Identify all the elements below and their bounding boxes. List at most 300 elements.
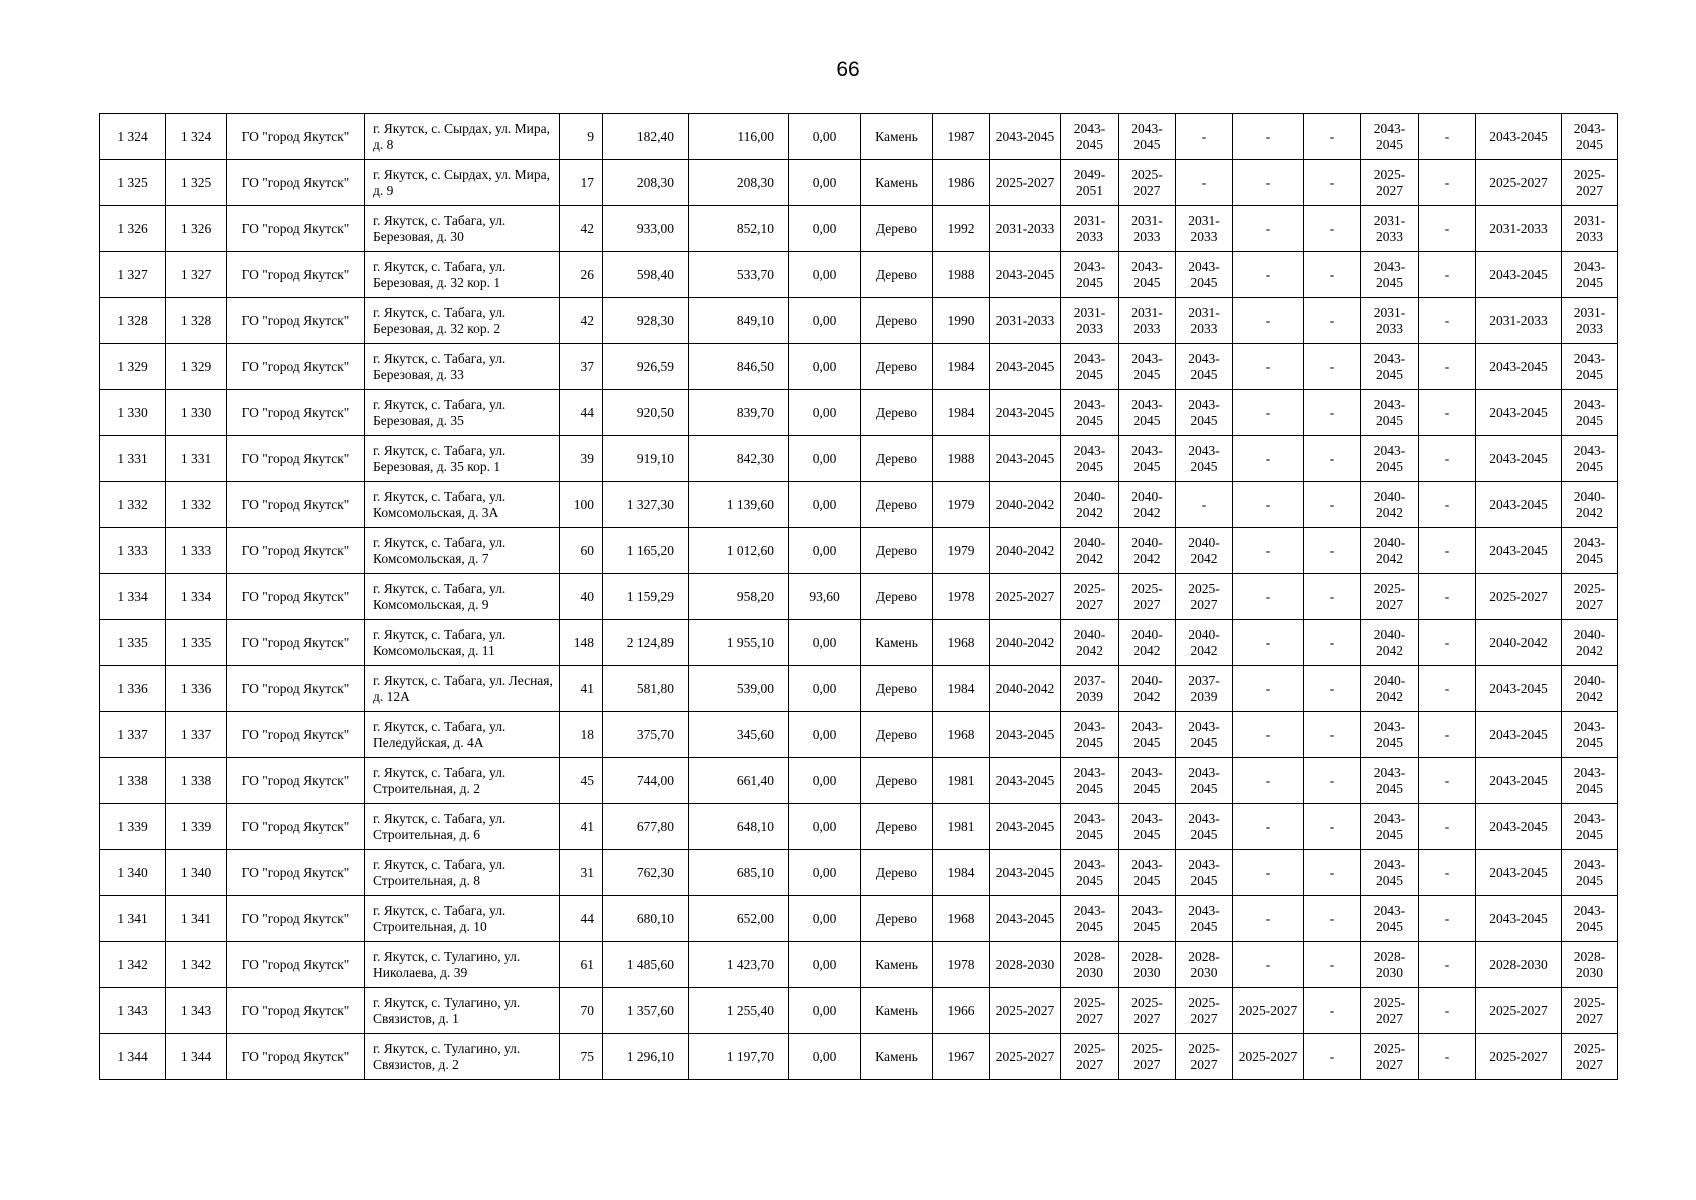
cell-living-area: 661,40 bbox=[689, 758, 789, 804]
cell-period-7: 2043-2045 bbox=[1361, 758, 1419, 804]
cell-number: 1 337 bbox=[100, 712, 166, 758]
cell-period-10: 2025-2027 bbox=[1562, 160, 1618, 206]
cell-municipality: ГО "город Якутск" bbox=[227, 528, 365, 574]
cell-id: 1 331 bbox=[166, 436, 227, 482]
cell-number: 1 335 bbox=[100, 620, 166, 666]
cell-total-area: 919,10 bbox=[603, 436, 689, 482]
cell-period-1: 2043-2045 bbox=[990, 850, 1061, 896]
cell-period-4: 2025-2027 bbox=[1176, 574, 1233, 620]
cell-number: 1 324 bbox=[100, 114, 166, 160]
cell-period-10: 2043-2045 bbox=[1562, 758, 1618, 804]
cell-period-7: 2025-2027 bbox=[1361, 1034, 1419, 1080]
cell-address: г. Якутск, с. Табага, ул. Березовая, д. 32 кор. 2 bbox=[365, 298, 560, 344]
cell-wall-material: Камень bbox=[861, 160, 933, 206]
cell-period-3: 2025-2027 bbox=[1119, 574, 1176, 620]
cell-period-6: - bbox=[1304, 206, 1361, 252]
cell-year-built: 1978 bbox=[933, 942, 990, 988]
cell-period-8: - bbox=[1419, 620, 1476, 666]
table-row bbox=[100, 528, 1618, 574]
cell-period-1: 2040-2042 bbox=[990, 666, 1061, 712]
cell-period-3: 2025-2027 bbox=[1119, 160, 1176, 206]
cell-residents: 17 bbox=[560, 160, 603, 206]
housing-registry-table bbox=[99, 113, 1618, 1080]
cell-period-9: 2028-2030 bbox=[1476, 942, 1562, 988]
cell-period-8: - bbox=[1419, 804, 1476, 850]
cell-address: г. Якутск, с. Табага, ул. Строительная, д. 8 bbox=[365, 850, 560, 896]
cell-municipality: ГО "город Якутск" bbox=[227, 712, 365, 758]
cell-wall-material: Дерево bbox=[861, 896, 933, 942]
cell-period-10: 2043-2045 bbox=[1562, 252, 1618, 298]
cell-period-8: - bbox=[1419, 298, 1476, 344]
cell-id: 1 335 bbox=[166, 620, 227, 666]
cell-period-6: - bbox=[1304, 850, 1361, 896]
cell-total-area: 744,00 bbox=[603, 758, 689, 804]
cell-period-10: 2025-2027 bbox=[1562, 1034, 1618, 1080]
cell-wall-material: Камень bbox=[861, 114, 933, 160]
cell-period-9: 2031-2033 bbox=[1476, 298, 1562, 344]
cell-period-5: - bbox=[1233, 804, 1304, 850]
cell-number: 1 328 bbox=[100, 298, 166, 344]
cell-id: 1 336 bbox=[166, 666, 227, 712]
cell-residents: 39 bbox=[560, 436, 603, 482]
cell-nonresidential-area: 0,00 bbox=[789, 298, 861, 344]
cell-period-8: - bbox=[1419, 528, 1476, 574]
cell-living-area: 116,00 bbox=[689, 114, 789, 160]
cell-residents: 31 bbox=[560, 850, 603, 896]
cell-period-10: 2025-2027 bbox=[1562, 574, 1618, 620]
cell-period-7: 2025-2027 bbox=[1361, 574, 1419, 620]
cell-address: г. Якутск, с. Табага, ул. Комсомольская, д. 9 bbox=[365, 574, 560, 620]
cell-period-3: 2043-2045 bbox=[1119, 758, 1176, 804]
cell-address: г. Якутск, с. Табага, ул. Комсомольская, д. 3А bbox=[365, 482, 560, 528]
cell-residents: 18 bbox=[560, 712, 603, 758]
cell-number: 1 326 bbox=[100, 206, 166, 252]
cell-nonresidential-area: 0,00 bbox=[789, 528, 861, 574]
cell-residents: 60 bbox=[560, 528, 603, 574]
cell-period-2: 2043-2045 bbox=[1061, 252, 1119, 298]
cell-period-3: 2043-2045 bbox=[1119, 390, 1176, 436]
cell-living-area: 958,20 bbox=[689, 574, 789, 620]
cell-wall-material: Дерево bbox=[861, 252, 933, 298]
table-row bbox=[100, 620, 1618, 666]
cell-period-10: 2025-2027 bbox=[1562, 988, 1618, 1034]
cell-address: г. Якутск, с. Табага, ул. Лесная, д. 12А bbox=[365, 666, 560, 712]
cell-period-1: 2025-2027 bbox=[990, 988, 1061, 1034]
cell-wall-material: Дерево bbox=[861, 758, 933, 804]
cell-period-3: 2043-2045 bbox=[1119, 252, 1176, 298]
cell-total-area: 933,00 bbox=[603, 206, 689, 252]
cell-period-2: 2049-2051 bbox=[1061, 160, 1119, 206]
cell-total-area: 1 165,20 bbox=[603, 528, 689, 574]
cell-period-6: - bbox=[1304, 160, 1361, 206]
cell-period-7: 2040-2042 bbox=[1361, 620, 1419, 666]
table-row bbox=[100, 850, 1618, 896]
cell-year-built: 1968 bbox=[933, 896, 990, 942]
cell-period-5: - bbox=[1233, 850, 1304, 896]
cell-total-area: 928,30 bbox=[603, 298, 689, 344]
cell-period-10: 2043-2045 bbox=[1562, 436, 1618, 482]
cell-living-area: 539,00 bbox=[689, 666, 789, 712]
cell-period-6: - bbox=[1304, 804, 1361, 850]
cell-year-built: 1966 bbox=[933, 988, 990, 1034]
cell-living-area: 208,30 bbox=[689, 160, 789, 206]
cell-id: 1 342 bbox=[166, 942, 227, 988]
table-row bbox=[100, 804, 1618, 850]
cell-period-1: 2040-2042 bbox=[990, 528, 1061, 574]
cell-wall-material: Дерево bbox=[861, 850, 933, 896]
cell-address: г. Якутск, с. Табага, ул. Комсомольская, д. 7 bbox=[365, 528, 560, 574]
cell-address: г. Якутск, с. Тулагино, ул. Николаева, д. 39 bbox=[365, 942, 560, 988]
cell-period-4: 2043-2045 bbox=[1176, 390, 1233, 436]
cell-period-5: - bbox=[1233, 712, 1304, 758]
cell-nonresidential-area: 0,00 bbox=[789, 436, 861, 482]
table-row bbox=[100, 160, 1618, 206]
cell-wall-material: Камень bbox=[861, 620, 933, 666]
cell-period-10: 2040-2042 bbox=[1562, 666, 1618, 712]
cell-period-6: - bbox=[1304, 1034, 1361, 1080]
cell-period-9: 2031-2033 bbox=[1476, 206, 1562, 252]
cell-period-1: 2040-2042 bbox=[990, 620, 1061, 666]
cell-total-area: 375,70 bbox=[603, 712, 689, 758]
cell-period-6: - bbox=[1304, 528, 1361, 574]
cell-period-1: 2025-2027 bbox=[990, 160, 1061, 206]
cell-municipality: ГО "город Якутск" bbox=[227, 758, 365, 804]
cell-period-10: 2040-2042 bbox=[1562, 620, 1618, 666]
cell-residents: 41 bbox=[560, 804, 603, 850]
cell-period-7: 2040-2042 bbox=[1361, 482, 1419, 528]
cell-period-2: 2043-2045 bbox=[1061, 758, 1119, 804]
page-number: 66 bbox=[836, 58, 860, 81]
cell-period-7: 2031-2033 bbox=[1361, 206, 1419, 252]
cell-period-5: - bbox=[1233, 666, 1304, 712]
table-row bbox=[100, 482, 1618, 528]
cell-number: 1 339 bbox=[100, 804, 166, 850]
cell-number: 1 343 bbox=[100, 988, 166, 1034]
cell-period-9: 2043-2045 bbox=[1476, 344, 1562, 390]
cell-number: 1 340 bbox=[100, 850, 166, 896]
cell-nonresidential-area: 0,00 bbox=[789, 344, 861, 390]
cell-period-1: 2025-2027 bbox=[990, 1034, 1061, 1080]
cell-period-9: 2043-2045 bbox=[1476, 666, 1562, 712]
cell-id: 1 325 bbox=[166, 160, 227, 206]
cell-period-6: - bbox=[1304, 436, 1361, 482]
cell-period-1: 2028-2030 bbox=[990, 942, 1061, 988]
cell-residents: 44 bbox=[560, 390, 603, 436]
cell-number: 1 325 bbox=[100, 160, 166, 206]
cell-period-5: - bbox=[1233, 942, 1304, 988]
cell-period-2: 2025-2027 bbox=[1061, 1034, 1119, 1080]
cell-period-10: 2043-2045 bbox=[1562, 712, 1618, 758]
cell-id: 1 332 bbox=[166, 482, 227, 528]
cell-wall-material: Дерево bbox=[861, 528, 933, 574]
table-row bbox=[100, 896, 1618, 942]
cell-period-8: - bbox=[1419, 666, 1476, 712]
cell-period-8: - bbox=[1419, 850, 1476, 896]
cell-period-3: 2031-2033 bbox=[1119, 206, 1176, 252]
cell-period-3: 2040-2042 bbox=[1119, 528, 1176, 574]
cell-municipality: ГО "город Якутск" bbox=[227, 1034, 365, 1080]
cell-period-1: 2043-2045 bbox=[990, 758, 1061, 804]
cell-period-4: 2037-2039 bbox=[1176, 666, 1233, 712]
cell-period-4: 2043-2045 bbox=[1176, 252, 1233, 298]
cell-nonresidential-area: 0,00 bbox=[789, 712, 861, 758]
cell-period-9: 2043-2045 bbox=[1476, 758, 1562, 804]
cell-living-area: 842,30 bbox=[689, 436, 789, 482]
cell-period-1: 2043-2045 bbox=[990, 436, 1061, 482]
cell-address: г. Якутск, с. Табага, ул. Строительная, д. 2 bbox=[365, 758, 560, 804]
cell-id: 1 333 bbox=[166, 528, 227, 574]
cell-period-10: 2043-2045 bbox=[1562, 850, 1618, 896]
cell-period-4: 2040-2042 bbox=[1176, 528, 1233, 574]
cell-period-8: - bbox=[1419, 206, 1476, 252]
cell-period-1: 2043-2045 bbox=[990, 390, 1061, 436]
cell-year-built: 1967 bbox=[933, 1034, 990, 1080]
cell-period-7: 2025-2027 bbox=[1361, 988, 1419, 1034]
cell-wall-material: Дерево bbox=[861, 298, 933, 344]
cell-municipality: ГО "город Якутск" bbox=[227, 896, 365, 942]
table-body bbox=[100, 114, 1618, 1080]
cell-id: 1 339 bbox=[166, 804, 227, 850]
cell-period-4: 2025-2027 bbox=[1176, 988, 1233, 1034]
cell-period-2: 2043-2045 bbox=[1061, 850, 1119, 896]
cell-period-4: - bbox=[1176, 160, 1233, 206]
cell-residents: 148 bbox=[560, 620, 603, 666]
cell-period-8: - bbox=[1419, 390, 1476, 436]
cell-period-4: - bbox=[1176, 114, 1233, 160]
cell-total-area: 1 159,29 bbox=[603, 574, 689, 620]
cell-municipality: ГО "город Якутск" bbox=[227, 574, 365, 620]
cell-nonresidential-area: 0,00 bbox=[789, 942, 861, 988]
cell-wall-material: Дерево bbox=[861, 344, 933, 390]
cell-period-3: 2040-2042 bbox=[1119, 666, 1176, 712]
cell-period-9: 2043-2045 bbox=[1476, 804, 1562, 850]
cell-period-1: 2043-2045 bbox=[990, 252, 1061, 298]
cell-period-4: - bbox=[1176, 482, 1233, 528]
cell-period-6: - bbox=[1304, 758, 1361, 804]
cell-period-3: 2031-2033 bbox=[1119, 298, 1176, 344]
cell-address: г. Якутск, с. Табага, ул. Строительная, д. 6 bbox=[365, 804, 560, 850]
cell-period-6: - bbox=[1304, 298, 1361, 344]
cell-period-7: 2043-2045 bbox=[1361, 896, 1419, 942]
cell-wall-material: Дерево bbox=[861, 482, 933, 528]
table-row bbox=[100, 1034, 1618, 1080]
cell-period-8: - bbox=[1419, 574, 1476, 620]
cell-period-3: 2043-2045 bbox=[1119, 896, 1176, 942]
cell-address: г. Якутск, с. Табага, ул. Березовая, д. 33 bbox=[365, 344, 560, 390]
cell-living-area: 533,70 bbox=[689, 252, 789, 298]
cell-municipality: ГО "город Якутск" bbox=[227, 620, 365, 666]
cell-period-5: - bbox=[1233, 574, 1304, 620]
cell-period-6: - bbox=[1304, 482, 1361, 528]
cell-period-10: 2043-2045 bbox=[1562, 528, 1618, 574]
cell-period-4: 2043-2045 bbox=[1176, 850, 1233, 896]
cell-period-3: 2043-2045 bbox=[1119, 850, 1176, 896]
cell-municipality: ГО "город Якутск" bbox=[227, 804, 365, 850]
cell-period-4: 2043-2045 bbox=[1176, 896, 1233, 942]
cell-address: г. Якутск, с. Тулагино, ул. Связистов, д. 1 bbox=[365, 988, 560, 1034]
cell-period-5: - bbox=[1233, 252, 1304, 298]
cell-total-area: 680,10 bbox=[603, 896, 689, 942]
table-row bbox=[100, 344, 1618, 390]
cell-period-3: 2025-2027 bbox=[1119, 988, 1176, 1034]
cell-period-2: 2025-2027 bbox=[1061, 988, 1119, 1034]
cell-period-6: - bbox=[1304, 252, 1361, 298]
cell-period-9: 2043-2045 bbox=[1476, 114, 1562, 160]
cell-period-9: 2025-2027 bbox=[1476, 160, 1562, 206]
cell-period-10: 2043-2045 bbox=[1562, 344, 1618, 390]
cell-period-1: 2025-2027 bbox=[990, 574, 1061, 620]
cell-number: 1 329 bbox=[100, 344, 166, 390]
cell-period-8: - bbox=[1419, 114, 1476, 160]
cell-nonresidential-area: 0,00 bbox=[789, 160, 861, 206]
cell-period-2: 2025-2027 bbox=[1061, 574, 1119, 620]
cell-living-area: 839,70 bbox=[689, 390, 789, 436]
cell-period-2: 2028-2030 bbox=[1061, 942, 1119, 988]
cell-period-2: 2040-2042 bbox=[1061, 620, 1119, 666]
cell-wall-material: Дерево bbox=[861, 574, 933, 620]
cell-total-area: 208,30 bbox=[603, 160, 689, 206]
cell-period-5: - bbox=[1233, 758, 1304, 804]
cell-number: 1 334 bbox=[100, 574, 166, 620]
cell-period-1: 2043-2045 bbox=[990, 114, 1061, 160]
cell-period-6: - bbox=[1304, 574, 1361, 620]
cell-total-area: 926,59 bbox=[603, 344, 689, 390]
cell-nonresidential-area: 93,60 bbox=[789, 574, 861, 620]
cell-period-6: - bbox=[1304, 666, 1361, 712]
cell-period-7: 2043-2045 bbox=[1361, 344, 1419, 390]
cell-period-7: 2025-2027 bbox=[1361, 160, 1419, 206]
cell-nonresidential-area: 0,00 bbox=[789, 1034, 861, 1080]
cell-id: 1 343 bbox=[166, 988, 227, 1034]
cell-period-7: 2028-2030 bbox=[1361, 942, 1419, 988]
cell-nonresidential-area: 0,00 bbox=[789, 482, 861, 528]
table-row bbox=[100, 574, 1618, 620]
cell-period-9: 2025-2027 bbox=[1476, 1034, 1562, 1080]
cell-number: 1 330 bbox=[100, 390, 166, 436]
cell-year-built: 1986 bbox=[933, 160, 990, 206]
cell-wall-material: Камень bbox=[861, 942, 933, 988]
table-row bbox=[100, 666, 1618, 712]
cell-number: 1 332 bbox=[100, 482, 166, 528]
cell-period-4: 2028-2030 bbox=[1176, 942, 1233, 988]
table-row bbox=[100, 114, 1618, 160]
cell-number: 1 341 bbox=[100, 896, 166, 942]
cell-year-built: 1968 bbox=[933, 712, 990, 758]
cell-nonresidential-area: 0,00 bbox=[789, 206, 861, 252]
cell-total-area: 1 485,60 bbox=[603, 942, 689, 988]
cell-living-area: 1 139,60 bbox=[689, 482, 789, 528]
cell-period-8: - bbox=[1419, 988, 1476, 1034]
cell-living-area: 1 423,70 bbox=[689, 942, 789, 988]
cell-period-2: 2037-2039 bbox=[1061, 666, 1119, 712]
cell-period-1: 2043-2045 bbox=[990, 896, 1061, 942]
cell-id: 1 328 bbox=[166, 298, 227, 344]
cell-municipality: ГО "город Якутск" bbox=[227, 988, 365, 1034]
cell-total-area: 1 296,10 bbox=[603, 1034, 689, 1080]
cell-municipality: ГО "город Якутск" bbox=[227, 942, 365, 988]
cell-id: 1 327 bbox=[166, 252, 227, 298]
cell-period-9: 2025-2027 bbox=[1476, 574, 1562, 620]
cell-municipality: ГО "город Якутск" bbox=[227, 344, 365, 390]
cell-wall-material: Дерево bbox=[861, 804, 933, 850]
cell-period-3: 2043-2045 bbox=[1119, 114, 1176, 160]
cell-period-4: 2043-2045 bbox=[1176, 804, 1233, 850]
cell-period-3: 2040-2042 bbox=[1119, 620, 1176, 666]
cell-nonresidential-area: 0,00 bbox=[789, 896, 861, 942]
cell-period-2: 2043-2045 bbox=[1061, 896, 1119, 942]
cell-period-7: 2043-2045 bbox=[1361, 114, 1419, 160]
cell-id: 1 329 bbox=[166, 344, 227, 390]
cell-address: г. Якутск, с. Табага, ул. Строительная, д. 10 bbox=[365, 896, 560, 942]
cell-municipality: ГО "город Якутск" bbox=[227, 206, 365, 252]
cell-period-4: 2040-2042 bbox=[1176, 620, 1233, 666]
cell-year-built: 1979 bbox=[933, 528, 990, 574]
cell-total-area: 1 327,30 bbox=[603, 482, 689, 528]
cell-period-8: - bbox=[1419, 252, 1476, 298]
cell-address: г. Якутск, с. Сырдах, ул. Мира, д. 8 bbox=[365, 114, 560, 160]
cell-municipality: ГО "город Якутск" bbox=[227, 436, 365, 482]
cell-wall-material: Дерево bbox=[861, 436, 933, 482]
cell-period-2: 2043-2045 bbox=[1061, 344, 1119, 390]
cell-address: г. Якутск, с. Табага, ул. Березовая, д. 32 кор. 1 bbox=[365, 252, 560, 298]
cell-period-5: - bbox=[1233, 344, 1304, 390]
cell-wall-material: Дерево bbox=[861, 390, 933, 436]
cell-period-9: 2025-2027 bbox=[1476, 988, 1562, 1034]
cell-address: г. Якутск, с. Табага, ул. Березовая, д. 35 кор. 1 bbox=[365, 436, 560, 482]
cell-year-built: 1978 bbox=[933, 574, 990, 620]
cell-period-7: 2043-2045 bbox=[1361, 712, 1419, 758]
cell-residents: 61 bbox=[560, 942, 603, 988]
cell-period-5: - bbox=[1233, 528, 1304, 574]
cell-period-3: 2025-2027 bbox=[1119, 1034, 1176, 1080]
cell-period-7: 2043-2045 bbox=[1361, 252, 1419, 298]
cell-period-2: 2031-2033 bbox=[1061, 298, 1119, 344]
cell-period-9: 2043-2045 bbox=[1476, 528, 1562, 574]
cell-number: 1 338 bbox=[100, 758, 166, 804]
cell-period-7: 2040-2042 bbox=[1361, 528, 1419, 574]
cell-year-built: 1987 bbox=[933, 114, 990, 160]
cell-living-area: 846,50 bbox=[689, 344, 789, 390]
cell-period-5: - bbox=[1233, 482, 1304, 528]
cell-address: г. Якутск, с. Табага, ул. Комсомольская, д. 11 bbox=[365, 620, 560, 666]
table-row bbox=[100, 758, 1618, 804]
cell-number: 1 333 bbox=[100, 528, 166, 574]
table-row bbox=[100, 252, 1618, 298]
cell-residents: 75 bbox=[560, 1034, 603, 1080]
cell-year-built: 1984 bbox=[933, 666, 990, 712]
cell-living-area: 849,10 bbox=[689, 298, 789, 344]
cell-id: 1 338 bbox=[166, 758, 227, 804]
cell-period-2: 2043-2045 bbox=[1061, 804, 1119, 850]
cell-nonresidential-area: 0,00 bbox=[789, 850, 861, 896]
cell-nonresidential-area: 0,00 bbox=[789, 758, 861, 804]
cell-total-area: 1 357,60 bbox=[603, 988, 689, 1034]
cell-nonresidential-area: 0,00 bbox=[789, 988, 861, 1034]
table-row bbox=[100, 942, 1618, 988]
cell-period-10: 2043-2045 bbox=[1562, 114, 1618, 160]
cell-year-built: 1984 bbox=[933, 390, 990, 436]
cell-municipality: ГО "город Якутск" bbox=[227, 482, 365, 528]
cell-period-6: - bbox=[1304, 712, 1361, 758]
cell-period-3: 2043-2045 bbox=[1119, 436, 1176, 482]
cell-period-3: 2043-2045 bbox=[1119, 804, 1176, 850]
cell-residents: 100 bbox=[560, 482, 603, 528]
cell-period-1: 2043-2045 bbox=[990, 344, 1061, 390]
cell-residents: 44 bbox=[560, 896, 603, 942]
cell-period-8: - bbox=[1419, 758, 1476, 804]
cell-address: г. Якутск, с. Табага, ул. Пеледуйская, д. 4А bbox=[365, 712, 560, 758]
cell-period-7: 2031-2033 bbox=[1361, 298, 1419, 344]
